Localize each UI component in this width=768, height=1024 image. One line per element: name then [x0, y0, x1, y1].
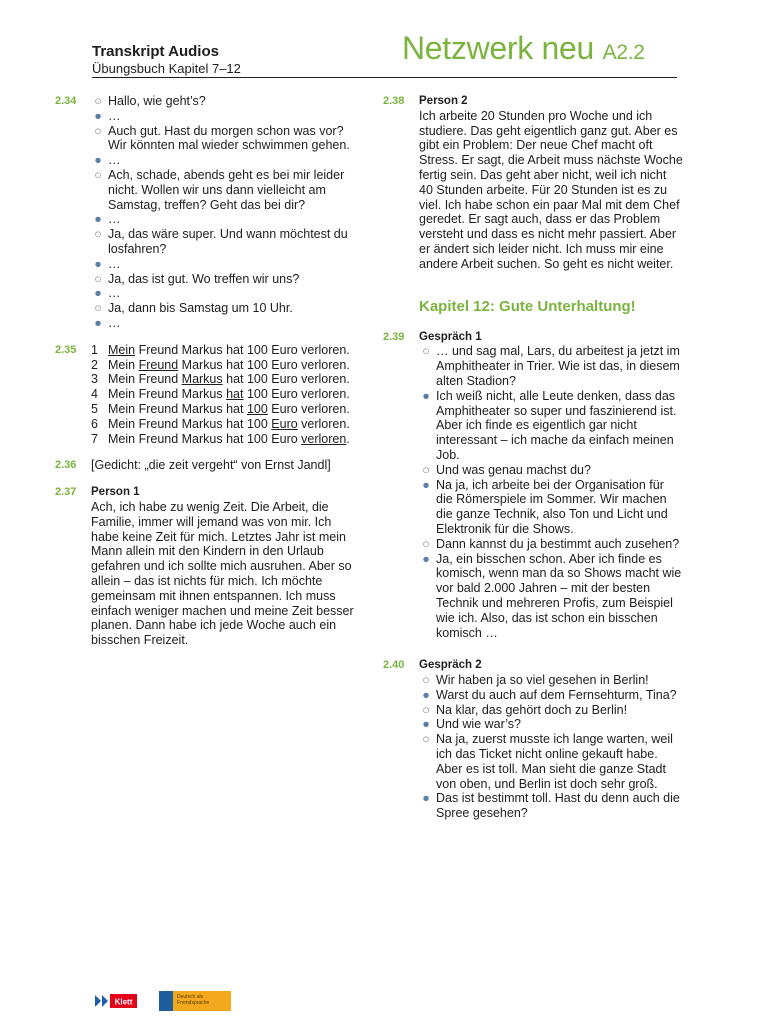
daf-logo: [159, 991, 231, 1011]
header-divider: [92, 77, 677, 78]
exercise-2-39: [383, 330, 683, 641]
line-text: Auch gut. Hast du morgen schon was vor? Wir könnten mal wieder schwimmen gehen.: [108, 123, 350, 153]
exercise-2-37: [55, 485, 355, 648]
line-text: Ja, das ist gut. Wo treffen wir uns?: [108, 271, 300, 286]
line-text: …: [108, 108, 121, 123]
line-text: Und was genau machst du?: [436, 462, 591, 477]
dialogue-line: [91, 301, 355, 316]
line-text: …: [108, 212, 121, 227]
filled-circle-icon: ●: [422, 687, 430, 702]
open-circle-icon: ○: [422, 536, 430, 551]
sentence-item: [91, 387, 355, 402]
line-text: Na klar, das gehört doch zu Berlin!: [436, 702, 628, 717]
filled-circle-icon: ●: [422, 477, 430, 492]
line-text: Ach, schade, abends geht es bei mir leider nicht. Wollen wir uns dann vielleicht am Samstag, treffen? Geht das bei dir?: [108, 167, 345, 212]
open-circle-icon: ○: [422, 732, 430, 747]
dialogue-line: [419, 688, 683, 703]
conversation-label: Gespräch 2: [419, 659, 482, 672]
sentence-item: [91, 358, 355, 373]
open-circle-icon: ○: [422, 462, 430, 477]
text-post: Euro verloren.: [267, 401, 350, 416]
filled-circle-icon: ●: [422, 717, 430, 732]
stressed-word: 100: [246, 401, 268, 416]
dialogue-line: [419, 703, 683, 718]
conversation-label: Gespräch 1: [419, 330, 482, 343]
text-pre: Mein Freund Markus hat: [108, 401, 247, 416]
line-text: … und sag mal, Lars, du arbeitest ja jetzt im Amphitheater in Trier. Wie ist das, in diesem alten Stadion?: [436, 344, 680, 388]
item-number: 4: [91, 387, 98, 402]
open-circle-icon: ○: [94, 301, 102, 316]
dialogue-line: [419, 552, 683, 641]
document-title: Transkript Audios: [92, 43, 219, 60]
dialogue-line: [91, 227, 355, 257]
stressed-word: verloren: [301, 431, 347, 446]
text-pre: Mein Freund Markus: [108, 387, 227, 402]
item-number: 5: [91, 401, 98, 416]
line-text: Ich weiß nicht, alle Leute denken, dass das Amphitheater so super und faszinierend ist. Aber ich finde es eigentlich gar nicht interessant – ich mache da einfach meinen Job.: [436, 388, 677, 462]
speaker-label: Person 2: [419, 95, 468, 107]
daf-logo-text: Deutsch als Fremdsprache: [177, 994, 210, 1006]
sentence-item: [91, 372, 355, 387]
filled-circle-icon: ●: [94, 212, 102, 227]
exercise-number: 2.34: [55, 95, 77, 107]
line-text: Na ja, ich arbeite bei der Organisation für die Römerspiele im Sommer. Wir machen die ganze Technik, also Ton und Licht und Elektronik für die Shows.: [436, 477, 668, 536]
exercise-number: 2.36: [55, 459, 77, 472]
open-circle-icon: ○: [422, 344, 430, 359]
filled-circle-icon: ●: [422, 388, 430, 403]
line-text: Na ja, zuerst musste ich lange warten, weil ich das Ticket nicht online gekauft habe. Aber es ist toll. Man sieht die ganze Stadt von oben, und Berlin ist doch sehr groß.: [436, 732, 673, 791]
dialogue-line: [91, 257, 355, 272]
exercise-2-35: [55, 343, 355, 447]
klett-logo-text: Klett: [114, 997, 133, 1007]
exercise-number: 2.39: [383, 330, 405, 343]
item-number: 1: [91, 342, 98, 357]
line-text: Dann kannst du ja bestimmt auch zusehen?: [436, 536, 680, 551]
text-post: .: [346, 431, 350, 446]
dialogue-line: [419, 478, 683, 537]
exercise-number: 2.38: [383, 95, 405, 107]
open-circle-icon: ○: [94, 271, 102, 286]
brand-level: A2.2: [602, 41, 645, 64]
dialogue-line: [419, 791, 683, 821]
open-circle-icon: ○: [422, 673, 430, 688]
text-pre: Mein Freund Markus hat 100: [108, 416, 272, 431]
line-text: Ja, ein bisschen schon. Aber ich finde es komisch, wenn man da so Shows macht wie vor bald 2.000 Jahren – mit der besten Technik und mehreren Profis, zum Beispiel wie ich. Also, das ist schon ein bisschen komisch …: [436, 551, 682, 640]
exercise-number: 2.37: [55, 486, 77, 499]
filled-circle-icon: ●: [94, 153, 102, 168]
dialogue-line: [91, 212, 355, 227]
line-text: Warst du auch auf dem Fernsehturm, Tina?: [436, 687, 677, 702]
dialogue-line: [419, 537, 683, 552]
dialogue-line: [419, 673, 683, 688]
filled-circle-icon: ●: [422, 791, 430, 806]
text-pre: Mein: [108, 357, 139, 372]
exercise-2-36: [55, 458, 355, 473]
sentence-item: [91, 417, 355, 432]
open-circle-icon: ○: [422, 702, 430, 717]
text-post: verloren.: [297, 416, 350, 431]
dialogue-line: [419, 717, 683, 732]
item-number: 3: [91, 372, 98, 387]
dialogue-line: [91, 272, 355, 287]
filled-circle-icon: ●: [94, 315, 102, 330]
dialogue-line: [91, 286, 355, 301]
monologue-text: Ach, ich habe zu wenig Zeit. Die Arbeit, die Familie, immer will jemand was von mir. Ich habe keine Zeit für mich. Letztes Jahr ist mein Mann allein mit den Kindern in den Urlaub gefahren und ich sollte mich ausruhen. Aber so allein – das ist nichts für mich. Ich möchte gemeinsam mit ihnen entspannen. Ich muss einfach weniger machen und meine Zeit besser planen. Dann habe ich jede Woche auch ein bisschen Freizeit.: [91, 499, 354, 648]
stressed-word: Mein: [108, 342, 136, 357]
brand-title: [402, 30, 645, 71]
line-text: Wir haben ja so viel gesehen in Berlin!: [436, 673, 649, 688]
stressed-word: Euro: [271, 416, 298, 431]
exercise-number: 2.35: [55, 343, 77, 356]
line-text: …: [108, 153, 121, 168]
text-post: 100 Euro verloren.: [243, 387, 350, 402]
klett-logo: [93, 991, 137, 1011]
exercise-number: 2.40: [383, 659, 405, 672]
sentence-item: [91, 343, 355, 358]
line-text: Ja, dann bis Samstag um 10 Uhr.: [108, 301, 293, 316]
item-number: 2: [91, 357, 98, 372]
filled-circle-icon: ●: [94, 108, 102, 123]
filled-circle-icon: ●: [94, 256, 102, 271]
stressed-word: Freund: [138, 357, 179, 372]
monologue-text: Ich arbeite 20 Stunden pro Woche und ich studiere. Das geht eigentlich ganz gut. Aber es gibt ein Problem: Der neue Chef macht oft Stress. Er sagt, die Arbeit muss nächste Woche fertig sein. Das geht aber nicht, weil ich nicht 40 Stunden arbeite. Für 20 Stunden ist es zu viel. Ich habe schon ein paar Mal mit dem Chef geredet. Er sagt auch, dass er das Problem versteht und dass es nicht mehr passiert. Aber er ändert sich leider nicht. Ich muss mir eine andere Arbeit suchen. So geht es nicht weiter.: [419, 108, 683, 271]
stressed-word: Markus: [181, 372, 223, 387]
speaker-label: Person 1: [91, 486, 140, 499]
stressed-word: hat: [226, 387, 244, 402]
document-subtitle: Übungsbuch Kapitel 7–12: [92, 61, 241, 76]
line-text: …: [108, 256, 121, 271]
line-text: …: [108, 286, 121, 301]
filled-circle-icon: ●: [94, 286, 102, 301]
right-column: [383, 94, 683, 833]
line-text: Das ist bestimmt toll. Hast du denn auch die Spree gesehen?: [436, 791, 680, 821]
dialogue-line: [91, 153, 355, 168]
exercise-2-40: [383, 658, 683, 821]
poem-reference: [Gedicht: „die zeit vergeht“ von Ernst Jandl]: [91, 458, 331, 473]
dialogue-line: [91, 109, 355, 124]
open-circle-icon: ○: [94, 167, 102, 182]
sentence-item: [91, 402, 355, 417]
dialogue-line: [91, 316, 355, 331]
dialogue-line: [419, 344, 683, 388]
line-text: Und wie war’s?: [436, 717, 521, 732]
item-number: 7: [91, 431, 98, 446]
exercise-2-34: [55, 94, 355, 331]
open-circle-icon: ○: [94, 123, 102, 138]
brand-name: Netzwerk neu: [402, 30, 595, 66]
exercise-2-38: [383, 94, 683, 272]
dialogue-line: [419, 463, 683, 478]
text-post: Freund Markus hat 100 Euro verloren.: [135, 342, 350, 357]
text-post: Markus hat 100 Euro verloren.: [178, 357, 350, 372]
item-number: 6: [91, 416, 98, 431]
dialogue-line: [91, 124, 355, 154]
text-pre: Mein Freund Markus hat 100 Euro: [108, 431, 302, 446]
left-column: [55, 94, 355, 660]
line-text: Ja, das wäre super. Und wann möchtest du losfahren?: [108, 227, 348, 256]
sentence-item: [91, 432, 355, 447]
dialogue-line: [419, 732, 683, 791]
dialogue-line: [419, 389, 683, 463]
line-text: …: [108, 315, 121, 330]
open-circle-icon: ○: [94, 94, 102, 108]
filled-circle-icon: ●: [422, 551, 430, 566]
text-pre: Mein Freund: [108, 372, 182, 387]
chapter-heading: Kapitel 12: Gute Unterhaltung!: [419, 297, 636, 315]
open-circle-icon: ○: [94, 227, 102, 242]
dialogue-line: [91, 168, 355, 212]
dialogue-line: [91, 94, 355, 109]
line-text: Hallo, wie geht’s?: [108, 94, 206, 108]
text-post: hat 100 Euro verloren.: [222, 372, 350, 387]
